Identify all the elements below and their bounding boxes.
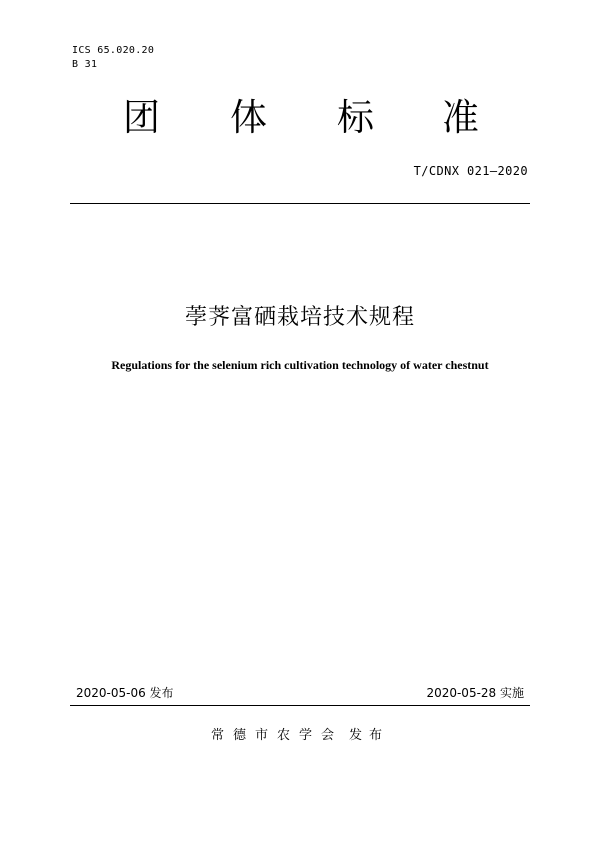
implementation-date: 2020-05-28 实施 — [426, 686, 524, 700]
standard-number: T/CDNX 021—2020 — [413, 164, 528, 178]
bottom-divider — [70, 705, 530, 706]
publisher-action: 发布 — [349, 728, 390, 743]
document-title-chinese: 荸荠富硒栽培技术规程 — [184, 305, 415, 330]
standard-type-char: 标 — [337, 96, 374, 139]
publisher-organization: 常德市农学会 — [210, 728, 343, 743]
publication-date: 2020-05-06 发布 — [76, 686, 174, 700]
standard-type-char: 团 — [123, 96, 160, 139]
standard-type-char: 准 — [442, 96, 479, 139]
ics-code: ICS 65.020.20 — [72, 45, 155, 56]
top-divider — [70, 203, 530, 204]
standard-type-heading — [0, 96, 600, 146]
ccs-code: B 31 — [72, 59, 98, 70]
standard-type-char: 体 — [230, 96, 267, 139]
document-title-english: Regulations for the selenium rich cultivation technology of water chestnut — [111, 358, 489, 372]
publisher-line — [0, 724, 600, 743]
